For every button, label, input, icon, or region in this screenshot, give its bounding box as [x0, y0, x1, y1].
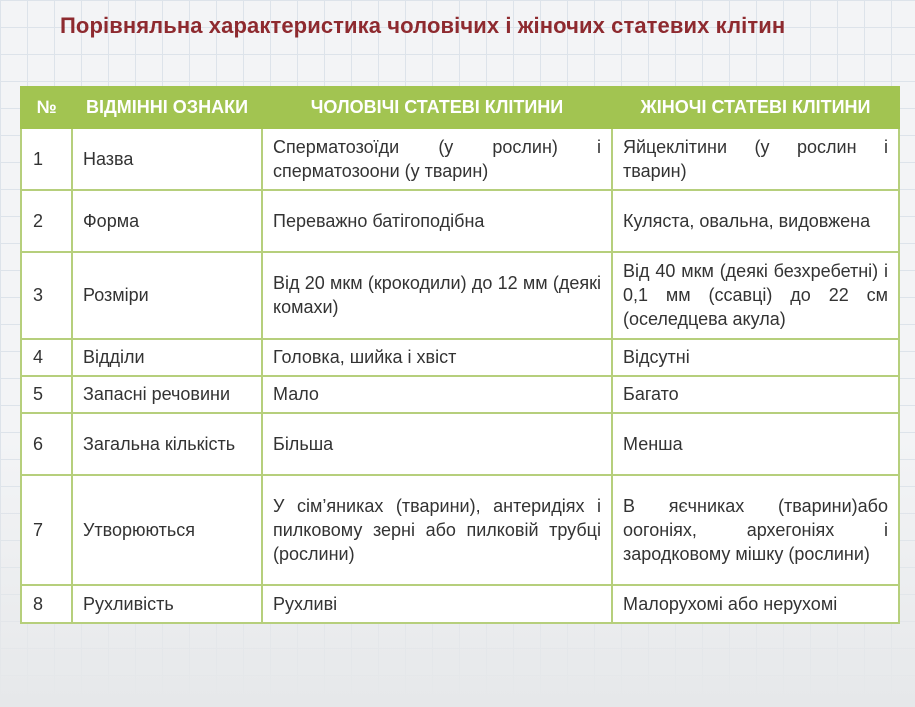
row-female: Від 40 мкм (деякі безхребетні) і 0,1 мм (ссавці) до 22 см (оселедцева акула)	[612, 252, 899, 339]
row-number: 6	[21, 413, 72, 475]
table-row	[21, 339, 899, 376]
row-number: 3	[21, 252, 72, 339]
row-male: Рухливі	[262, 585, 612, 623]
row-feature: Назва	[72, 128, 262, 190]
row-feature: Розміри	[72, 252, 262, 339]
comparison-table	[20, 86, 900, 624]
row-number: 4	[21, 339, 72, 376]
row-female: Яйцеклітини (у рослин і тварин)	[612, 128, 899, 190]
row-number: 1	[21, 128, 72, 190]
row-female: В яєчниках (тварини)або оогоніях, архегоніях і зародковому мішку (рослини)	[612, 475, 899, 585]
table-row	[21, 128, 899, 190]
row-feature: Запасні речовини	[72, 376, 262, 413]
row-feature: Утворюються	[72, 475, 262, 585]
row-female: Багато	[612, 376, 899, 413]
table-row	[21, 475, 899, 585]
row-male: Мало	[262, 376, 612, 413]
table-row	[21, 190, 899, 252]
table-row	[21, 413, 899, 475]
header-male: ЧОЛОВІЧІ СТАТЕВІ КЛІТИНИ	[262, 87, 612, 128]
row-female: Менша	[612, 413, 899, 475]
row-feature: Відділи	[72, 339, 262, 376]
row-male: Від 20 мкм (крокодили) до 12 мм (деякі комахи)	[262, 252, 612, 339]
page-title: Порівняльна характеристика чоловічих і жіночих статевих клітин	[60, 13, 786, 38]
row-male: Сперматозоїди (у рослин) і сперматозоони (у тварин)	[262, 128, 612, 190]
header-number: №	[21, 87, 72, 128]
row-number: 5	[21, 376, 72, 413]
row-feature: Загальна кількість	[72, 413, 262, 475]
table-row	[21, 252, 899, 339]
table-row	[21, 376, 899, 413]
row-feature: Форма	[72, 190, 262, 252]
row-number: 8	[21, 585, 72, 623]
table-row	[21, 585, 899, 623]
table-header-row	[21, 87, 899, 128]
row-feature: Рухливість	[72, 585, 262, 623]
row-female: Куляста, овальна, видовжена	[612, 190, 899, 252]
row-male: У сім’яниках (тварини), антеридіях і пилковому зерні або пилковій трубці (рослини)	[262, 475, 612, 585]
row-female: Відсутні	[612, 339, 899, 376]
header-feature: ВІДМІННІ ОЗНАКИ	[72, 87, 262, 128]
row-female: Малорухомі або нерухомі	[612, 585, 899, 623]
row-number: 2	[21, 190, 72, 252]
row-male: Головка, шийка і хвіст	[262, 339, 612, 376]
header-female: ЖІНОЧІ СТАТЕВІ КЛІТИНИ	[612, 87, 899, 128]
row-male: Більша	[262, 413, 612, 475]
row-male: Переважно батігоподібна	[262, 190, 612, 252]
row-number: 7	[21, 475, 72, 585]
